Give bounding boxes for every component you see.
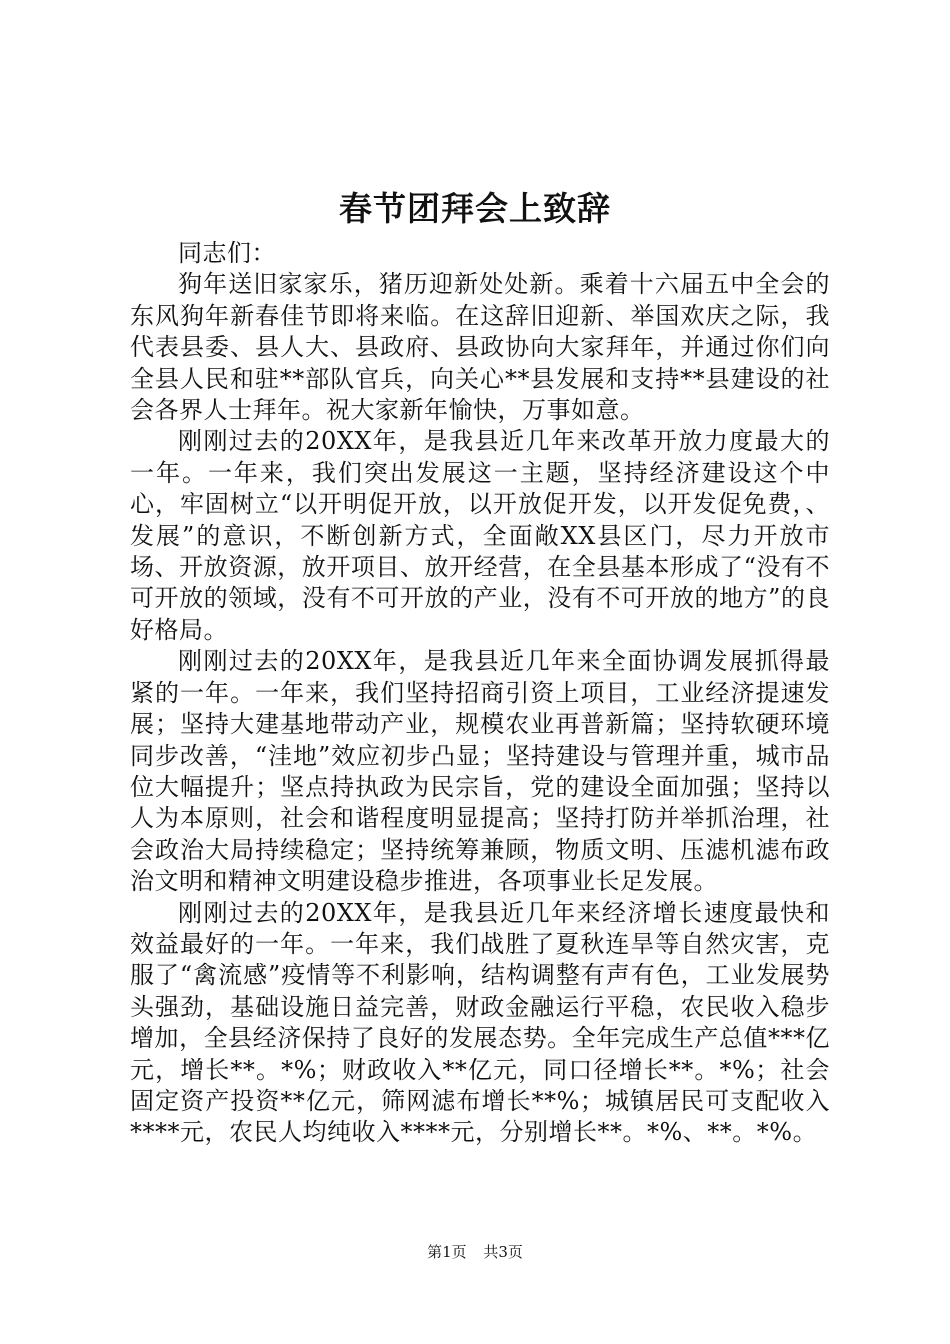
paragraph-reform-opening: 刚刚过去的20XX年，是我县近几年来改革开放力度最大的一年。一年来，我们突出发展这一主题，坚持经济建设这个中心，牢固树立“以开明促开放，以开放促开发，以开发促免费，、发展”的意识，不断创新方式，全面敞XX县区门，尽力开放市场、开放资源，放开项目、放开经营，在全县基本形成了“没有不可开放的领域，没有不可开放的产业，没有不可开放的地方”的良好格局。	[130, 427, 830, 644]
page-number: 第1页	[427, 1243, 467, 1261]
page-footer	[0, 1242, 950, 1262]
greeting: 同志们：	[178, 239, 276, 267]
paragraph-opening: 狗年送旧家家乐，猪历迎新处处新。乘着十六届五中全会的东风狗年新春佳节即将来临。在这辞旧迎新、举国欢庆之际，我代表县委、县人大、县政府、县政协向大家拜年，并通过你们向全县人民和驻**部队官兵，向关心**县发展和支持**县建设的社会各界人士拜年。祝大家新年愉快，万事如意。	[130, 270, 830, 425]
page-count: 共3页	[483, 1243, 523, 1261]
document-body	[130, 238, 830, 1149]
paragraph-economic-growth: 刚刚过去的20XX年，是我县近几年来经济增长速度最快和效益最好的一年。一年来，我们战胜了夏秋连旱等自然灾害，克服了“禽流感”疫情等不利影响，结构调整有声有色，工业发展势头强劲，基础设施日益完善，财政金融运行平稳，农民收入稳步增加，全县经济保持了良好的发展态势。全年完成生产总值***亿元，增长**。*%；财政收入**亿元，同口径增长**。*%；社会固定资产投资**亿元，筛网滤布增长**%；城镇居民可支配收入****元，农民人均纯收入****元，分别增长**。*%、**。*%。	[130, 898, 830, 1147]
paragraph-coordinated-development: 刚刚过去的20XX年，是我县近几年来全面协调发展抓得最紧的一年。一年来，我们坚持招商引资上项目，工业经济提速发展；坚持大建基地带动产业，规模农业再普新篇；坚持软硬环境同步改善，“洼地”效应初步凸显；坚持建设与管理并重，城市品位大幅提升；坚点持执政为民宗旨，党的建设全面加强；坚持以人为本原则，社会和谐程度明显提高；坚持打防并举抓治理，社会政治大局持续稳定；坚持统筹兼顾，物质文明、压滤机滤布政治文明和精神文明建设稳步推进，各项事业长足发展。	[130, 647, 830, 896]
document-title: 春节团拜会上致辞	[339, 189, 611, 228]
